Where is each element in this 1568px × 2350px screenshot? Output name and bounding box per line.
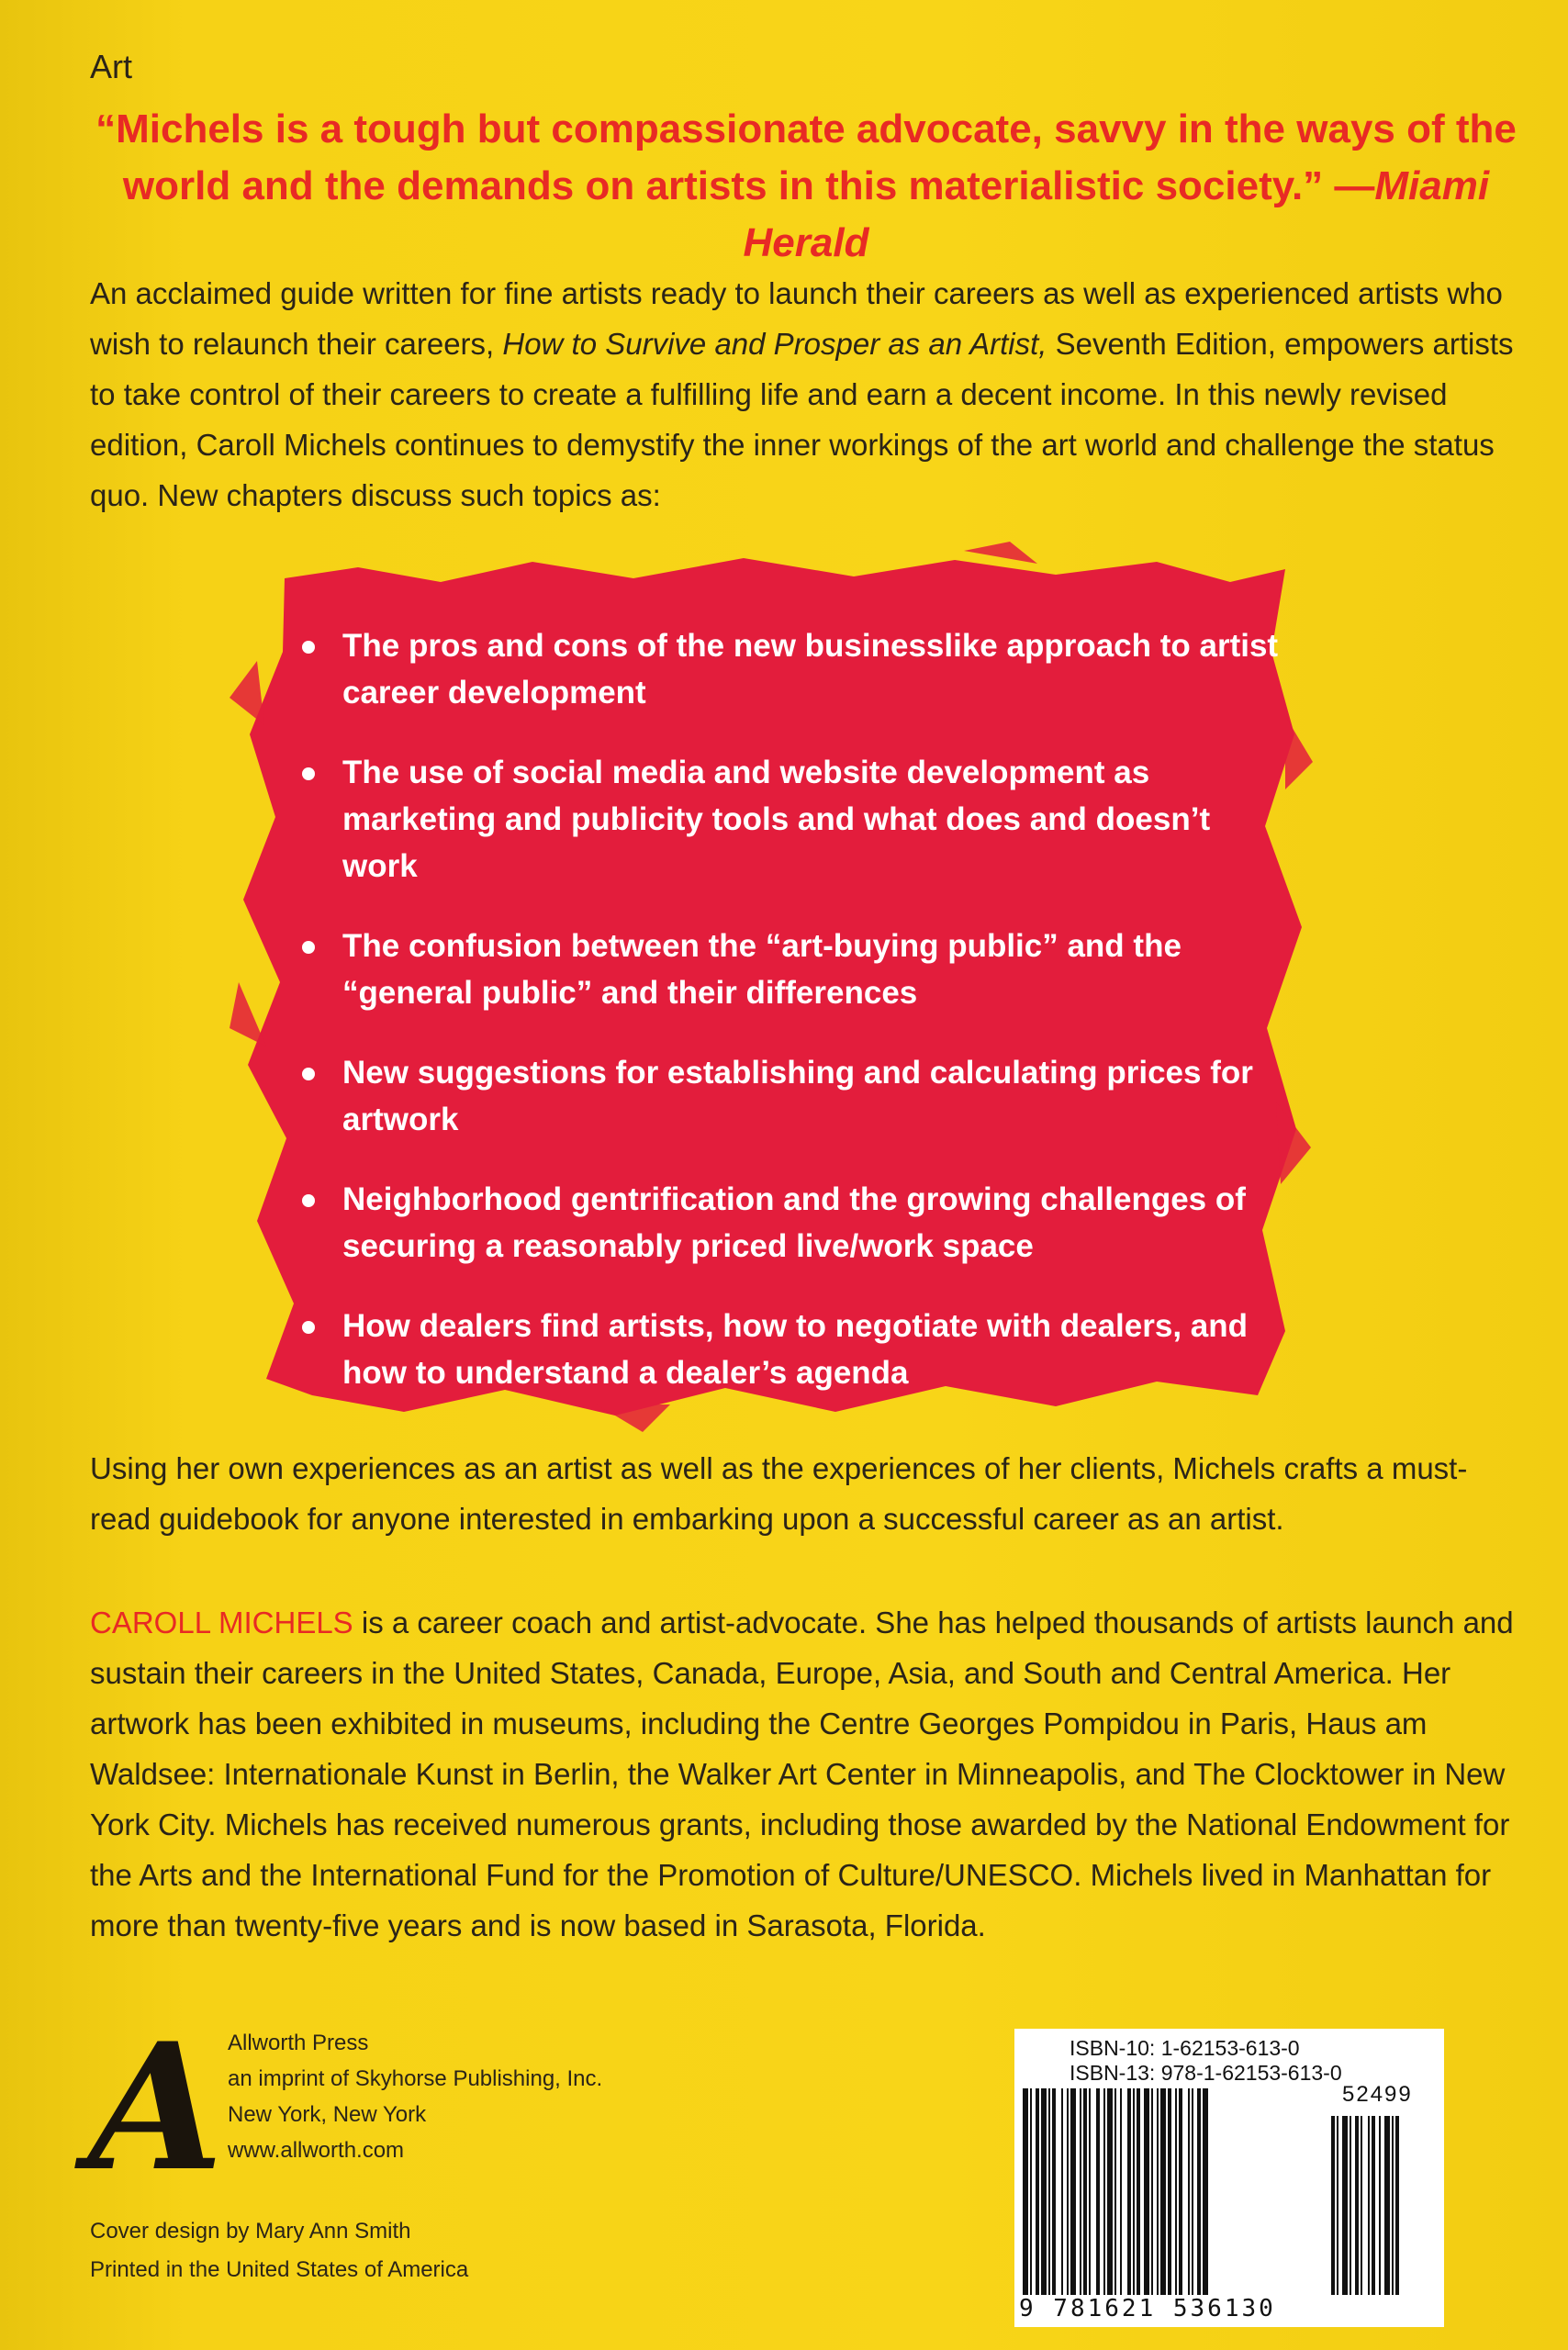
topic-item: How dealers find artists, how to negotiate with dealers, and how to understand a dealer’s agenda [298,1303,1290,1396]
quote-text: “Michels is a tough but compassionate advocate, savvy in the ways of the world and the demands on artists in this materialistic society.” — [95,106,1517,208]
review-quote [90,101,1522,272]
topic-item: The confusion between the “art-buying public” and the “general public” and their differences [298,923,1290,1016]
book-description [90,268,1522,520]
closing-paragraph: Using her own experiences as an artist as well as the experiences of her clients, Michels crafts a must-read guidebook for anyone interested in embarking upon a successful career as an artist. [90,1451,1468,1536]
isbn-13: ISBN-13: 978-1-62153-613-0 [1070,2061,1342,2085]
topics-list [298,622,1290,1429]
publisher-logo [84,2005,224,2210]
book-title: How to Survive and Prosper as an Artist, [502,327,1047,361]
isbn-10: ISBN-10: 1-62153-613-0 [1070,2036,1300,2060]
publisher-location: New York, New York [228,2102,427,2127]
price-code: 52499 [1342,2082,1413,2107]
topic-item: The use of social media and website development as marketing and publicity tools and what does and doesn’t work [298,749,1290,890]
publisher-name: Allworth Press [228,2031,369,2055]
topic-item: Neighborhood gentrification and the growing challenges of securing a reasonably priced live/work space [298,1176,1290,1270]
description-part1: An acclaimed guide written for fine artists ready to launch their careers as well as experienced artists who wish to relaunch their careers, [90,276,1503,361]
logo-letter: A [88,2005,224,2210]
publisher-info [228,2025,602,2168]
description-part2: Seventh Edition, empowers artists to take control of their careers to create a fulfilling life and earn a decent income. In this newly revised edition, Caroll Michels continues to demystify the inner workings of the art world and challenge the status quo. New chapters discuss such topics as: [90,327,1514,512]
printed-in-credit: Printed in the United States of America [90,2257,469,2282]
isbn-block [1070,2036,1342,2086]
author-name: CAROLL MICHELS [90,1606,353,1639]
author-bio [90,1597,1522,1951]
blackletter-a-logo [84,2005,224,2210]
author-bio-text: is a career coach and artist-advocate. She has helped thousands of artists launch and sustain their careers in the United States, Canada, Europe, Asia, and South and Central America. Her artwork has been exhibited in museums, including the Centre Georges Pompidou in Paris, Haus am Waldsee: Internationale Kunst in Berlin, the Walker Art Center in Minneapolis, and The Clocktower in New York City. Michels has received numerous grants, including those awarded by the National Endowment for the Arts and the International Fund for the Promotion of Culture/UNESCO. Michels lived in Manhattan for more than twenty-five years and is now based in Sarasota, Florida. [90,1606,1514,1942]
barcode-digits: 9 781621 536130 [1019,2295,1276,2322]
publisher-imprint: an imprint of Skyhorse Publishing, Inc. [228,2066,603,2091]
cover-design-credit: Cover design by Mary Ann Smith [90,2219,411,2244]
credits [90,2212,468,2289]
topic-item: New suggestions for establishing and calculating prices for artwork [298,1049,1290,1143]
category-label: Art [90,48,133,85]
topic-item: The pros and cons of the new businesslike approach to artist career development [298,622,1290,716]
barcode-image [1019,2079,1437,2295]
quote-source: Miami Herald [743,163,1490,265]
publisher-website: www.allworth.com [228,2138,405,2163]
